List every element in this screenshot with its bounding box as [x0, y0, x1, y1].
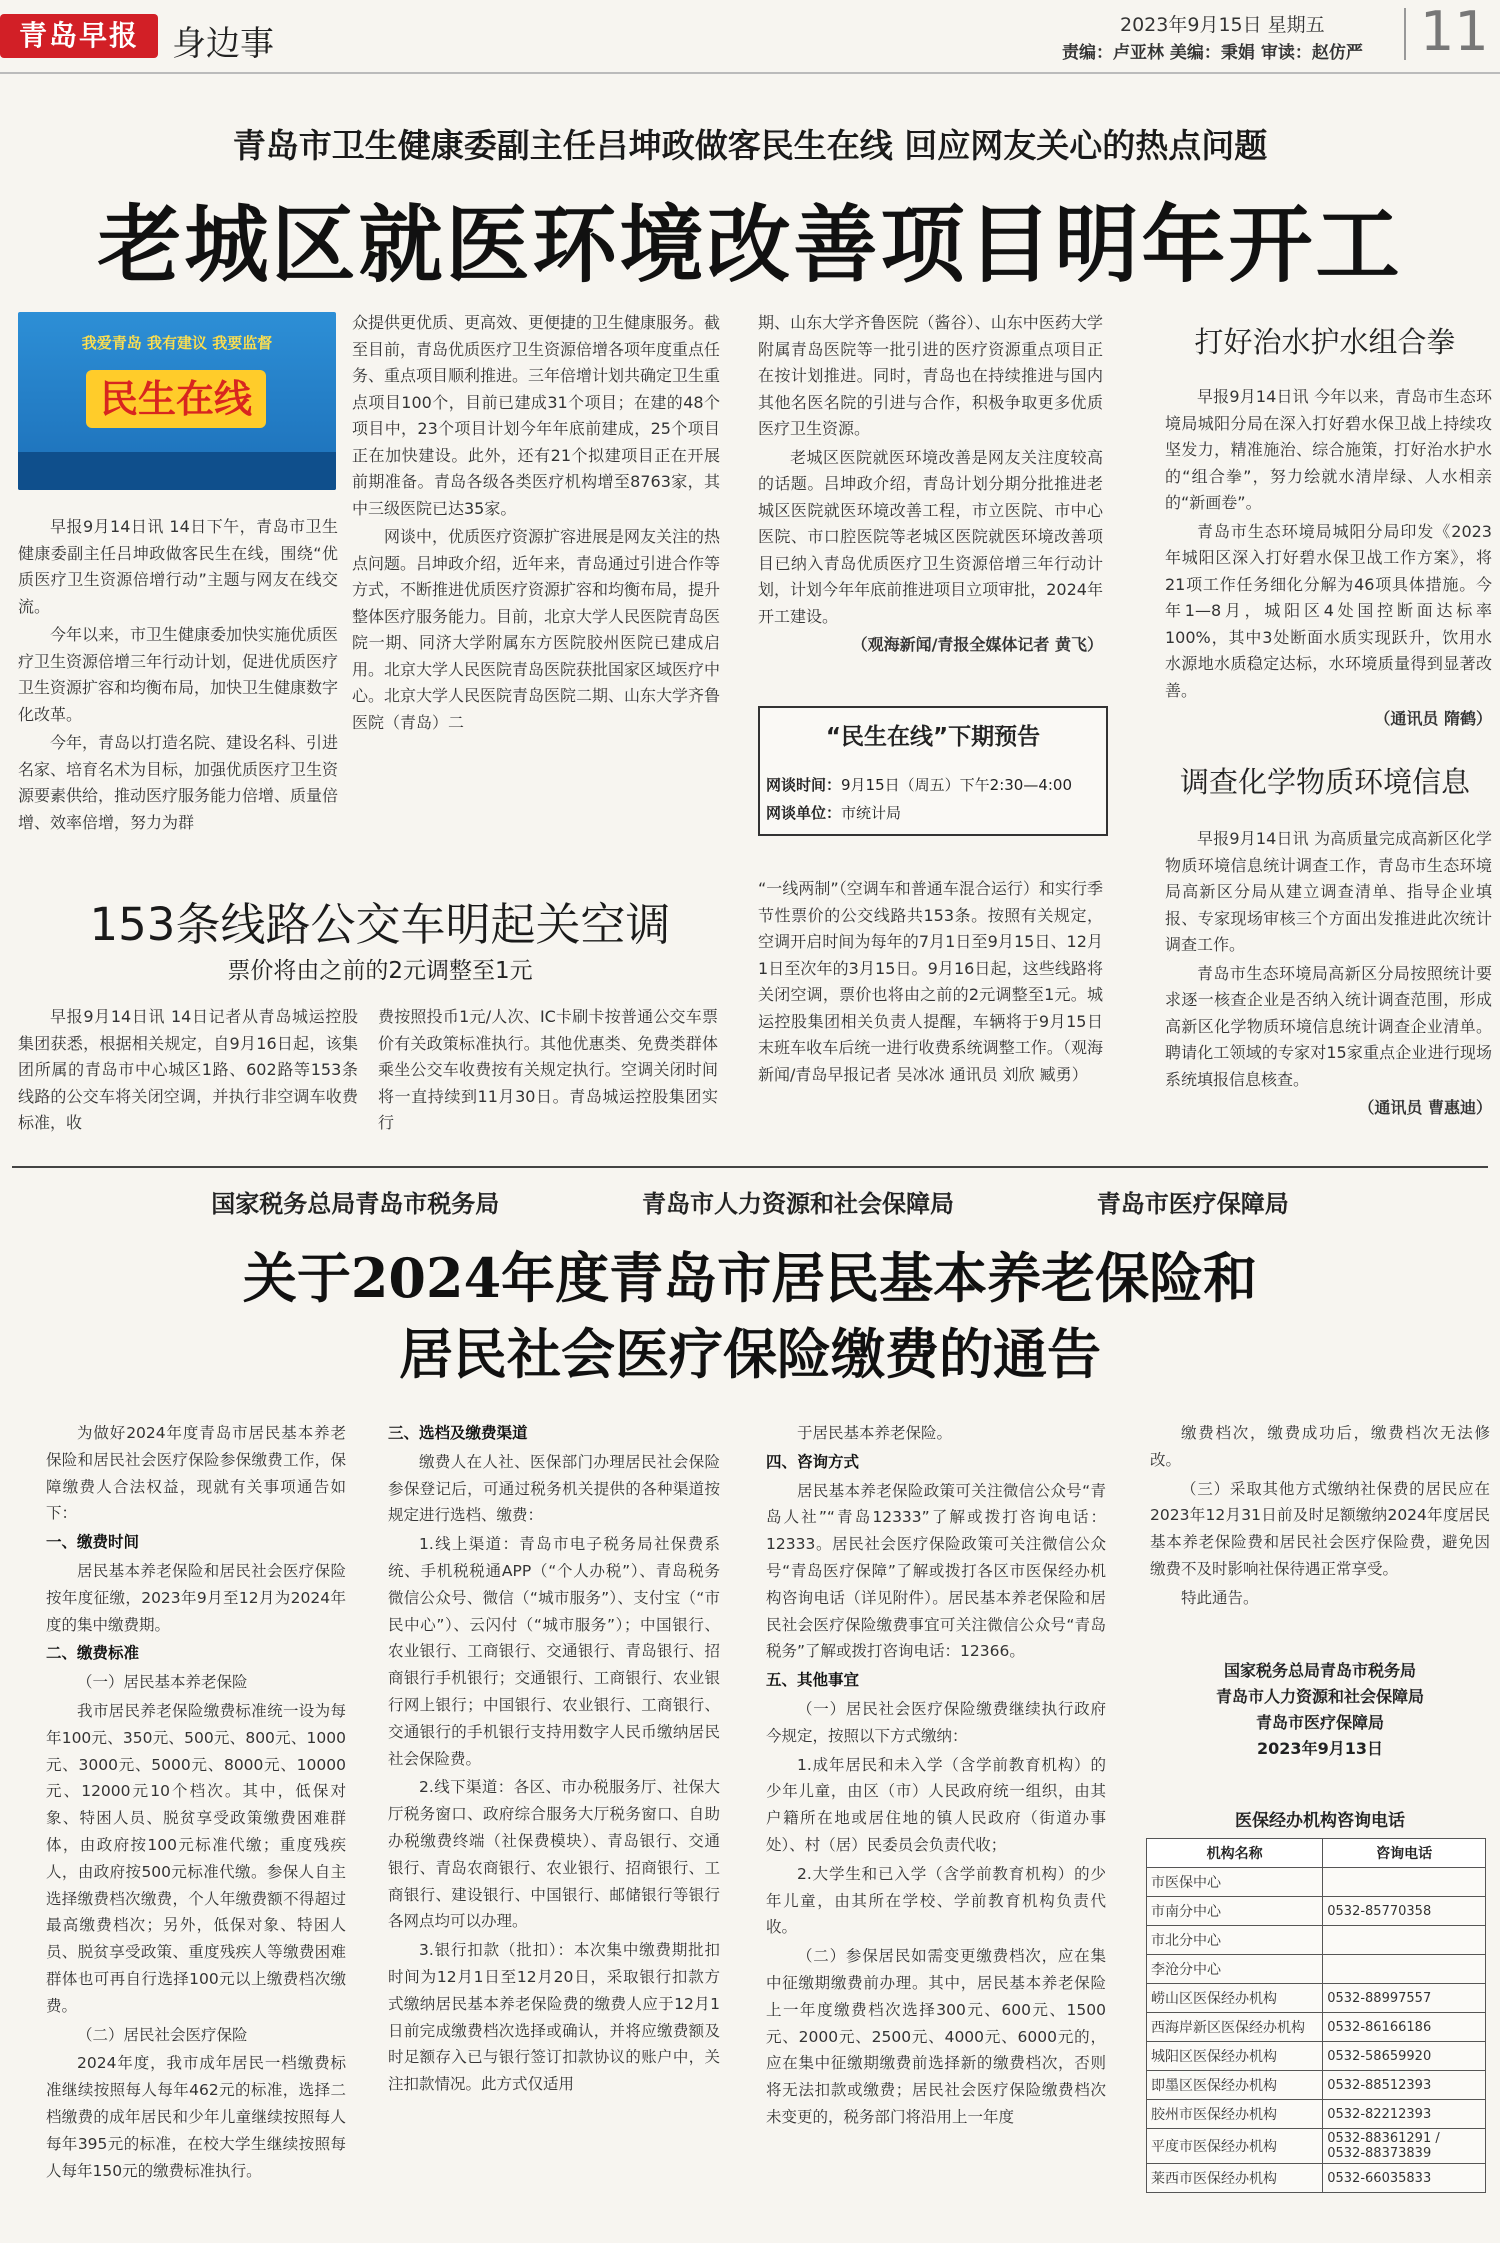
story1-paragraph: 今年，青岛以打造名院、建设名科、引进名家、培育名术为目标，加强优质医疗卫生资源要素供给，推动医疗服务能力倍增、质量倍增、效率倍增，努力为群 [18, 733, 339, 832]
story3-byline: （通讯员 曹惠迪） [1358, 1098, 1492, 1117]
story1-subtitle: 青岛市卫生健康委副主任吕坤政做客民生在线 回应网友关心的热点问题 [232, 126, 1268, 165]
signature-date: 2023年9月13日 [1257, 1739, 1383, 1758]
phone-cell: 0532-88361291 / 0532-88373839 [1323, 2129, 1486, 2164]
phone-cell [1323, 1926, 1486, 1955]
banner-footer-strip [18, 452, 336, 490]
story4-column-2 [378, 1004, 718, 1139]
story2-paragraph: 青岛市生态环境局城阳分局印发《2023年城阳区深入打好碧水保卫战工作方案》，将21项工作任务细化分解为46项具体措施。今年1—8月，城阳区4处国控断面达标率100%，其中3处断面水质实现跃升，饮用水水源地水质稳定达标，水环境质量得到显著改善。 [1165, 521, 1492, 700]
org-name-cell: 平度市医保经办机构 [1147, 2129, 1323, 2164]
story4-paragraph: “一线两制”（空调车和普通车混合运行）和实行季节性票价的公交线路共153条。按照有关规定，空调开启时间为每年的7月1日至9月15日、12月1日至次年的3月15日。9月16日起，这些线路将关闭空调，票价也将由之前的2元调整至1元。城运控股集团相关负责人提醒，车辆将于9月15日末班车收车后统一进行收费系统调整工作。（观海新闻/青岛早报记者 吴冰冰 通讯员 刘欣 臧勇） [758, 879, 1103, 1084]
table-row [1147, 2013, 1486, 2042]
story1-headline: 老城区就医环境改善项目明年开工 [97, 196, 1403, 294]
story1-byline: （观海新闻/青报全媒体记者 黄飞） [851, 635, 1103, 654]
notice-paragraph: （一）居民社会医疗保险缴费继续执行政府今规定，按照以下方式缴纳： [766, 1699, 1106, 1745]
story4-column-3 [758, 876, 1103, 1090]
issue-date: 2023年9月15日 星期五 [1120, 14, 1325, 36]
contact-table-title: 医保经办机构咨询电话 [1235, 1811, 1405, 1831]
story1-column-3 [758, 310, 1103, 661]
story3-lead: 早报9月14日讯 为高质量完成高新区化学物质环境信息统计调查工作，青岛市生态环境局高新区分局从建立调查清单、指导企业填报、专家现场审核三个方面出发推进此次统计调查工作。 [1165, 829, 1492, 954]
notice-paragraph: 2.大学生和已入学（含学前教育机构）的少年儿童，由其所在学校、学前教育机构负责代收。 [766, 1864, 1106, 1937]
story1-column-1 [18, 514, 338, 838]
newspaper-logo: 青岛早报 [0, 14, 158, 58]
story3-paragraph: 青岛市生态环境局高新区分局按照统计要求逐一核查企业是否纳入统计调查范围，形成高新区化学物质环境信息统计调查企业清单。聘请化工领域的专家对15家重点企业进行现场系统填报信息核查。 [1165, 963, 1492, 1089]
phone-cell: 0532-88512393 [1323, 2071, 1486, 2100]
table-row [1147, 1868, 1486, 1897]
page-number: 11 [1420, 0, 1489, 63]
notice-paragraph: （二）居民社会医疗保险 [77, 2025, 248, 2044]
phone-cell: 0532-88997557 [1323, 1984, 1486, 2013]
page-divider [1404, 8, 1406, 60]
org-name-cell: 西海岸新区医保经办机构 [1147, 2013, 1323, 2042]
notice-issuers [0, 1184, 1500, 1219]
notice-title-line1: 关于2024年度青岛市居民基本养老保险和 [242, 1246, 1258, 1310]
story1-paragraph: 众提供更优质、更高效、更便捷的卫生健康服务。截至目前，青岛优质医疗卫生资源倍增各项年度重点任务、重点项目顺利推进。三年倍增计划共确定卫生重点项目100个，目前已建成31个项目；在建的48个项目中，23个项目计划今年年底前建成，25个项目正在加快建设。此外，还有21个拟建项目正在开展前期准备。青岛各级各类医疗机构增至8763家，其中三级医院已达35家。 [352, 313, 721, 518]
preview-unit [766, 802, 901, 823]
phone-cell: 0532-82212393 [1323, 2100, 1486, 2129]
preview-title: “民生在线”下期预告 [825, 724, 1041, 750]
story4-paragraph: 费按照投币1元/人次、IC卡刷卡按普通公交车票价有关政策标准执行。其他优惠类、免费类群体乘坐公交车收费按有关规定执行。空调关闭时间将一直持续到11月30日。青岛城运控股集团实行 [378, 1007, 718, 1132]
issuer-medical: 青岛市医疗保障局 [1096, 1190, 1289, 1218]
notice-paragraph: 1.线上渠道：青岛市电子税务局社保费系统、手机税税通APP（“个人办税”）、青岛税务微信公众号、微信（“城市服务”）、支付宝（“市民中心”）、云闪付（“城市服务”）；中国银行、农业银行、工商银行、交通银行、青岛银行、招商银行手机银行；交通银行、工商银行、农业银行网上银行；中国银行、农业银行、工商银行、交通银行的手机银行支持用数字人民币缴纳居民社会保险费。 [388, 1535, 720, 1768]
notice-section-heading: 三、选档及缴费渠道 [388, 1424, 528, 1442]
org-name-cell: 莱西市医保经办机构 [1147, 2164, 1323, 2193]
notice-paragraph: 缴费人在人社、医保部门办理居民社会保险参保登记后，可通过税务机关提供的各种渠道按规定进行选档、缴费： [388, 1452, 720, 1525]
org-name-cell: 市北分中心 [1147, 1926, 1323, 1955]
notice-title-line2: 居民社会医疗保险缴费的通告 [399, 1322, 1101, 1386]
notice-paragraph: （三）采取其他方式缴纳社保费的居民应在2023年12月31日前及时足额缴纳2024年度居民基本养老保险费和居民社会医疗保险费，避免因缴费不及时影响社保待遇正常享受。 [1150, 1479, 1490, 1578]
editor-credits: 责编：卢亚林 美编：秉娟 审读：赵仿严 [1062, 43, 1363, 63]
preview-box [758, 706, 1108, 836]
story1-paragraph: 期、山东大学齐鲁医院（酱谷）、山东中医药大学附属青岛医院等一批引进的医疗资源重点项目正在按计划推进。同时，青岛也在持续推进与国内其他名医名院的引进与合作，积极争取更多优质医疗卫生资源。 [758, 313, 1103, 438]
story4-subtitle: 票价将由之前的2元调整至1元 [227, 958, 533, 984]
notice-paragraph: 2.线下渠道：各区、市办税服务厅、社保大厅税务窗口、政府综合服务大厅税务窗口、自助办税缴费终端（社保费模块）、青岛银行、交通银行、青岛农商银行、农业银行、招商银行、工商银行、建设银行、中国银行、邮储银行等银行各网点均可以办理。 [388, 1778, 720, 1931]
notice-paragraph: 我市居民养老保险缴费标准统一设为每年100元、350元、500元、800元、1000元、3000元、5000元、8000元、10000元、12000元10个档次。其中，低保对象、特困人员、脱贫享受政策缴费困难群体，由政府按100元标准代缴；重度残疾人，由政府按500元标准代缴。参保人自主选择缴费档次缴费，个人年缴费额不得超过最高缴费档次；另外，低保对象、特困人员、脱贫享受政策、重度残疾人等缴费困难群体也可再自行选择100元以上缴费档次缴费。 [46, 1701, 346, 2015]
notice-column-2 [388, 1420, 720, 2100]
notice-paragraph: 居民基本养老保险政策可关注微信公众号“青岛人社”“青岛12333”了解或拨打咨询电话：12333。居民社会医疗保险政策可关注微信公众号“青岛医疗保障”了解或拨打各区市医保经办机构咨询电话（详见附件）。居民基本养老保险和居民社会医疗保险缴费事宜可关注微信公众号“青岛税务”了解或拨打咨询电话：12366。 [766, 1481, 1106, 1661]
notice-column-3 [766, 1420, 1106, 2133]
table-row [1147, 1955, 1486, 1984]
banner-title: 民生在线 [86, 370, 266, 428]
story3-headline: 调查化学物质环境信息 [1179, 765, 1470, 799]
notice-section-heading: 五、其他事宜 [766, 1671, 860, 1690]
header-org: 机构名称 [1147, 1839, 1323, 1868]
phone-cell: 0532-66035833 [1323, 2164, 1486, 2193]
preview-time-value: 9月15日（周五）下午2:30—4:00 [841, 776, 1073, 794]
masthead [0, 0, 1500, 72]
notice-section-heading: 一、缴费时间 [46, 1533, 140, 1552]
notice-paragraph: （二）参保居民如需变更缴费档次，应在集中征缴期缴费前办理。其中，居民基本养老保险上一年度缴费档次选择300元、600元、1500元、2000元、2500元、4000元、6000元的，应在集中征缴期缴费前选择新的缴费档次，否则将无法扣款或缴费；居民社会医疗保险缴费档次未变更的，税务部门将沿用上一年度 [766, 1947, 1106, 2126]
contact-table [1146, 1838, 1486, 2193]
notice-column-4 [1150, 1420, 1490, 1614]
story1-paragraph: 老城区医院就医环境改善是网友关注度较高的话题。吕坤政介绍，青岛计划分期分批推进老城区医院就医环境改善工程，市立医院、市中心医院、市口腔医院等老城区医院就医环境改善项目已纳入青岛优质医疗卫生资源倍增三年行动计划，计划今年年底前推进项目立项审批，2024年开工建设。 [758, 447, 1103, 626]
notice-paragraph: 3.银行扣款（批扣）：本次集中缴费期批扣时间为12月1日至12月20日，采取银行扣款方式缴纳居民基本养老保险费的缴费人应于12月1日前完成缴费档次选择或确认，并将应缴费额及时足额存入已与银行签订扣款协议的账户中，关注扣款情况。此方式仅适用 [388, 1941, 720, 2094]
phone-cell: 0532-58659920 [1323, 2042, 1486, 2071]
issuer-hrss: 青岛市人力资源和社会保障局 [642, 1190, 954, 1218]
signature-hrss: 青岛市人力资源和社会保障局 [1215, 1687, 1424, 1706]
story3-body [1165, 826, 1492, 1124]
notice-section-heading: 四、咨询方式 [766, 1452, 860, 1471]
issuer-tax: 国家税务总局青岛市税务局 [211, 1190, 500, 1218]
notice-column-1 [46, 1420, 346, 2186]
table-row [1147, 2100, 1486, 2129]
preview-time-label: 网谈时间： [766, 776, 842, 794]
story2-headline: 打好治水护水组合拳 [1194, 325, 1456, 359]
table-row [1147, 2042, 1486, 2071]
contact-table-wrap [1146, 1838, 1486, 2193]
table-row [1147, 1897, 1486, 1926]
minsheng-banner-image [18, 312, 336, 490]
table-row [1147, 1926, 1486, 1955]
phone-cell: 0532-85770358 [1323, 1897, 1486, 1926]
org-name-cell: 市医保中心 [1147, 1868, 1323, 1897]
table-row [1147, 2129, 1486, 2164]
phone-cell [1323, 1955, 1486, 1984]
notice-paragraph: 特此通告。 [1181, 1588, 1259, 1607]
notice-signature [1150, 1658, 1490, 1762]
section-divider [12, 1166, 1488, 1168]
org-name-cell: 胶州市医保经办机构 [1147, 2100, 1323, 2129]
preview-unit-label: 网谈单位： [766, 804, 842, 822]
org-name-cell: 李沧分中心 [1147, 1955, 1323, 1984]
section-name: 身边事 [172, 24, 274, 64]
table-row [1147, 2071, 1486, 2100]
signature-medical: 青岛市医疗保障局 [1255, 1713, 1384, 1732]
story1-column-2 [352, 310, 720, 738]
contact-table-body [1147, 1868, 1486, 2193]
table-header-row [1147, 1839, 1486, 1868]
org-name-cell: 市南分中心 [1147, 1897, 1323, 1926]
header-phone: 咨询电话 [1323, 1839, 1486, 1868]
story2-byline: （通讯员 隋鹤） [1374, 709, 1492, 728]
notice-paragraph: 2024年度，我市成年居民一档缴费标准继续按照每人每年462元的标准，选择二档缴费的成年居民和少年儿童继续按照每人每年395元的标准，在校大学生继续按照每人每年150元的缴费标准执行。 [46, 2054, 346, 2180]
notice-paragraph: 为做好2024年度青岛市居民基本养老保险和居民社会医疗保险参保缴费工作，保障缴费人合法权益，现就有关事项通告如下： [46, 1424, 346, 1523]
notice-paragraph: 缴费档次，缴费成功后，缴费档次无法修改。 [1150, 1424, 1490, 1469]
story1-paragraph: 网谈中，优质医疗资源扩容进展是网友关注的热点问题。吕坤政介绍，近年来，青岛通过引进合作等方式，不断推进优质医疗资源扩容和均衡布局，提升整体医疗服务能力。目前，北京大学人民医院青岛医院一期、同济大学附属东方医院胶州医院已建成启用。北京大学人民医院青岛医院获批国家区域医疗中心。北京大学人民医院青岛医院二期、山东大学齐鲁医院（青岛）二 [352, 527, 721, 732]
table-row [1147, 2164, 1486, 2193]
preview-time [766, 774, 1072, 795]
story2-lead: 早报9月14日讯 今年以来，青岛市生态环境局城阳分局在深入打好碧水保卫战上持续攻坚发力，精准施治、综合施策，打好治水护水的“组合拳”，努力绘就水清岸绿、人水相亲的“新画卷”。 [1165, 387, 1492, 512]
phone-cell: 0532-86166186 [1323, 2013, 1486, 2042]
notice-paragraph: （一）居民基本养老保险 [77, 1673, 248, 1692]
story1-paragraph: 今年以来，市卫生健康委加快实施优质医疗卫生资源倍增三年行动计划，促进优质医疗卫生资源扩容和均衡布局，加快卫生健康数字化改革。 [18, 625, 339, 724]
story4-headline: 153条线路公交车明起关空调 [89, 898, 671, 951]
org-name-cell: 即墨区医保经办机构 [1147, 2071, 1323, 2100]
story4-lead: 早报9月14日讯 14日记者从青岛城运控股集团获悉，根据相关规定，自9月16日起，该集团所属的青岛市中心城区1路、602路等153条线路的公交车将关闭空调，并执行非空调车收费标准，收 [18, 1007, 358, 1132]
org-name-cell: 城阳区医保经办机构 [1147, 2042, 1323, 2071]
masthead-rule [0, 72, 1500, 74]
table-row [1147, 1984, 1486, 2013]
story2-body [1165, 384, 1492, 735]
story1-lead: 早报9月14日讯 14日下午，青岛市卫生健康委副主任吕坤政做客民生在线，围绕“优质医疗卫生资源倍增行动”主题与网友在线交流。 [18, 517, 338, 616]
signature-tax: 国家税务总局青岛市税务局 [1223, 1661, 1416, 1680]
story4-column-1 [18, 1004, 358, 1139]
notice-section-heading: 二、缴费标准 [46, 1644, 140, 1663]
preview-unit-value: 市统计局 [841, 804, 902, 822]
phone-cell [1323, 1868, 1486, 1897]
notice-paragraph: 1.成年居民和未入学（含学前教育机构）的少年儿童，由区（市）人民政府统一组织，由其户籍所在地或居住地的镇人民政府（街道办事处）、村（居）民委员会负责代收； [766, 1755, 1106, 1854]
banner-slogan: 我爱青岛 我有建议 我要监督 [81, 334, 273, 352]
org-name-cell: 崂山区医保经办机构 [1147, 1984, 1323, 2013]
notice-paragraph: 于居民基本养老保险。 [797, 1424, 953, 1442]
notice-paragraph: 居民基本养老保险和居民社会医疗保险按年度征缴，2023年9月至12月为2024年度的集中缴费期。 [46, 1561, 346, 1634]
